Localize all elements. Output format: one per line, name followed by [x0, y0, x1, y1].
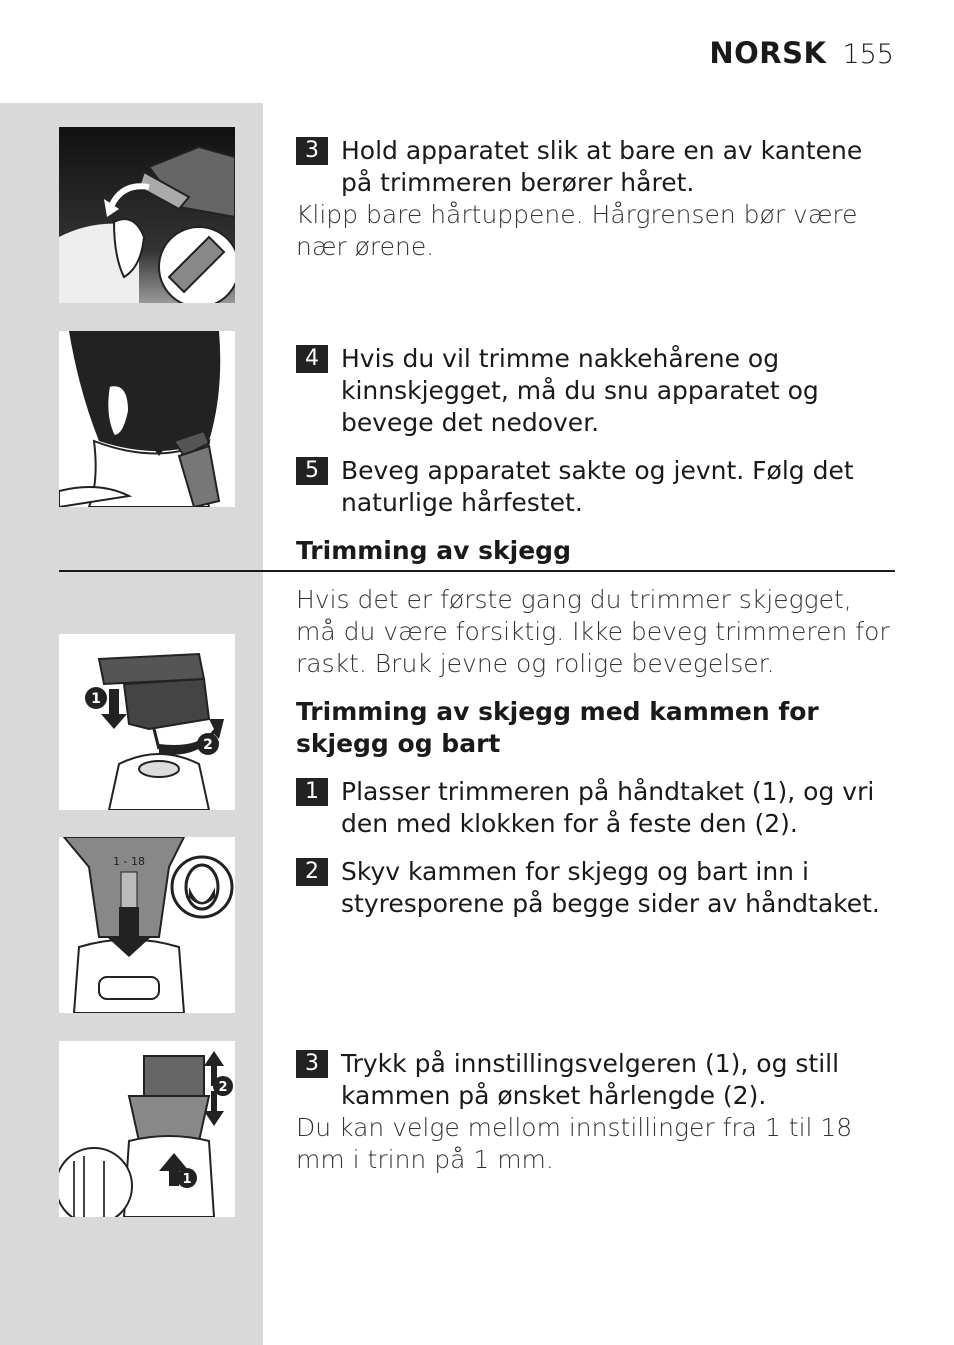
step-text: Trykk på innstillingsvelgeren (1), og still kammen på ønsket hårlengde (2). — [341, 1049, 840, 1110]
slide-comb-illustration — [59, 837, 235, 1013]
step-1-attach-trimmer — [296, 776, 896, 840]
step-number: 5 — [296, 457, 328, 485]
step-3-hold-device — [296, 135, 896, 199]
step-3-set-length — [296, 1048, 896, 1112]
step-number: 4 — [296, 345, 328, 373]
set-length-illustration — [59, 1041, 235, 1217]
figure-slide-comb — [59, 837, 235, 1013]
step-text: Skyv kammen for skjegg og bart inn i styresporene på begge sider av håndtaket. — [341, 857, 880, 918]
step-text: Hvis du vil trimme nakkehårene og kinnskjegget, må du snu apparatet og bevege det nedover. — [341, 344, 819, 437]
comb-range-label: 1 - 18 — [113, 855, 145, 868]
step-number: 3 — [296, 1050, 328, 1078]
step-number: 1 — [296, 778, 328, 806]
figure-attach-trimmer — [59, 634, 235, 810]
step-text: Plasser trimmeren på håndtaket (1), og vri den med klokken for å feste den (2). — [341, 777, 875, 838]
section-divider — [59, 570, 895, 572]
callout-1: 1 — [91, 691, 101, 707]
section-heading-beard-comb: Trimming av skjegg med kammen for skjegg og bart — [296, 697, 819, 758]
step-text: Hold apparatet slik at bare en av kantene på trimmeren berører håret. — [341, 136, 863, 197]
callout-2-length: 2 — [218, 1080, 228, 1095]
step-text: Beveg apparatet sakte og jevnt. Følg det naturlige hårfestet. — [341, 456, 854, 517]
step-2-slide-comb — [296, 856, 896, 920]
attach-trimmer-illustration — [59, 634, 235, 810]
language-label: NORSK — [709, 36, 827, 70]
figure-set-length — [59, 1041, 235, 1217]
figure-trim-near-ear — [59, 127, 235, 303]
note-length-settings: Du kan velge mellom innstillinger fra 1 til 18 mm i trinn på 1 mm. — [296, 1113, 853, 1174]
step-4-neck-trim — [296, 343, 896, 439]
step-number: 2 — [296, 858, 328, 886]
callout-1-length: 1 — [182, 1172, 192, 1187]
page-header — [709, 36, 894, 70]
trim-near-ear-illustration — [59, 127, 235, 303]
section-heading-beard: Trimming av skjegg — [296, 536, 571, 565]
note-trim-tips: Klipp bare hårtuppene. Hårgrensen bør være nær ørene. — [296, 200, 858, 261]
callout-2: 2 — [203, 737, 213, 753]
beard-intro: Hvis det er første gang du trimmer skjegget, må du være forsiktig. Ikke beveg trimmeren for raskt. Bruk jevne og rolige bevegelser. — [296, 585, 890, 678]
step-number: 3 — [296, 137, 328, 165]
trim-neck-illustration — [59, 331, 235, 507]
step-5-move-slowly — [296, 455, 896, 519]
page-number: 155 — [842, 39, 894, 70]
figure-trim-neck — [59, 331, 235, 507]
